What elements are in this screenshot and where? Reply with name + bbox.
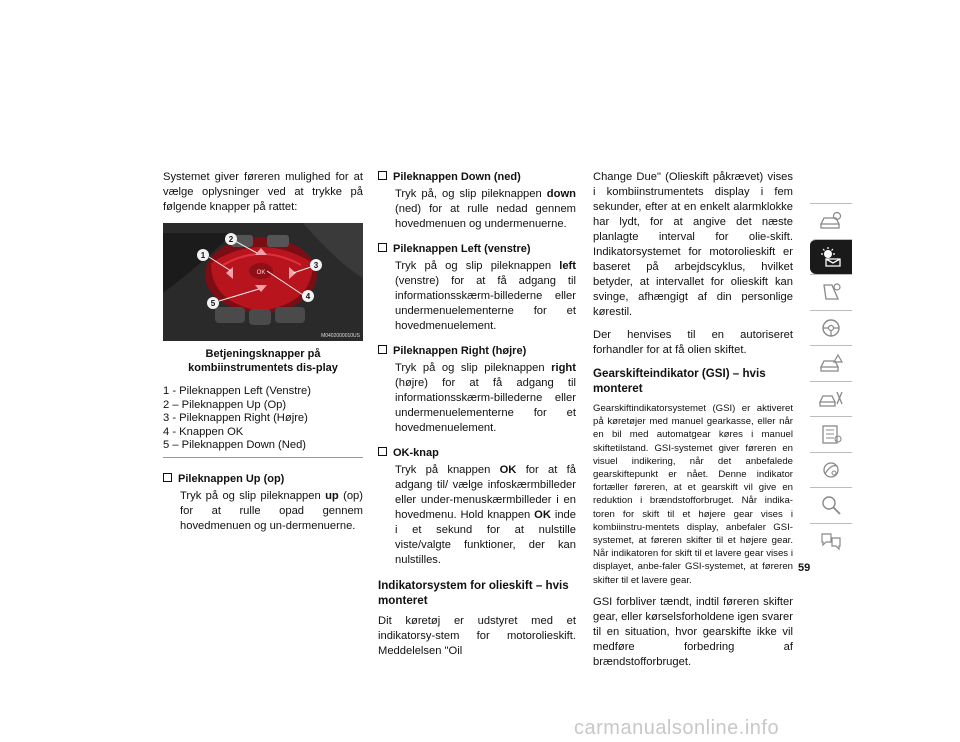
- ok-label: OK: [256, 270, 266, 276]
- callout-5: 5: [210, 299, 216, 308]
- car-info-icon: [818, 210, 844, 232]
- legend-item: 2 – Pileknappen Up (Op): [163, 398, 287, 411]
- legend-item: 4 - Knappen OK: [163, 425, 244, 438]
- tab-search[interactable]: [810, 487, 852, 523]
- keyword: down: [546, 188, 576, 200]
- keyword: right: [551, 362, 576, 374]
- tab-dashboard-lights[interactable]: [810, 239, 852, 275]
- callout-2: 2: [228, 235, 234, 244]
- intro-text: Systemet giver føreren mulighed for at vælge oplysninger ved at trykke på følgende knapper på rattet:: [163, 171, 363, 213]
- text-run: (højre) for at få adgang til informationsskærm-billederne eller undermenuelementerne for et hovedmenuelement.: [395, 377, 576, 434]
- seat-safety-icon: [818, 281, 844, 303]
- column-2: [378, 170, 576, 667]
- tab-seat-safety[interactable]: [810, 274, 852, 310]
- bullet-left-text: [395, 259, 576, 334]
- text-run: (op) for at rulle opad gennem hovedmenuen og un-dermenuerne.: [180, 489, 363, 532]
- text-run: inde i et sekund for at nulstille viste/valgte funktioner, der kan nulstilles.: [395, 509, 576, 566]
- figure-code: M0402000010US: [321, 333, 360, 339]
- bullet-right-title-text: Pileknappen Right (højre): [393, 345, 527, 357]
- bullet-down-title: [378, 170, 576, 185]
- steering-wheel-buttons-figure: [163, 223, 363, 341]
- bullet-left-title-text: Pileknappen Left (venstre): [393, 243, 531, 255]
- car-emergency-icon: [818, 352, 844, 374]
- keyword: OK: [534, 509, 551, 521]
- keyword: up: [325, 489, 339, 502]
- bullet-up-text: [180, 489, 363, 534]
- specifications-list-icon: [818, 423, 844, 445]
- bullet-right-title: [378, 344, 576, 359]
- figure-legend: [163, 385, 363, 458]
- text-run: Tryk på og slip pileknappen: [395, 260, 560, 272]
- text-run: (ned) for at rulle nedad gennem hovedmenuen og undermenuerne.: [395, 203, 576, 230]
- oil-indicator-continued: Change Due" (Olieskift påkrævet) vises i kombiinstrumentets display i fem sekunder, efter at en enkelt alarmklokke har lydt, for at angive det næste planlagte interval for olie-skift. Indikatorsystemet for motorolieskift er baseret på arbejdscyklus, hvilket betyder, at intervallet for olieskift kan svinge, afhængigt af din personlige kørestil.: [593, 171, 793, 318]
- dashboard-lights-icon: [818, 246, 844, 268]
- chapter-tabs: [810, 203, 852, 558]
- magnifier-search-icon: [818, 494, 844, 516]
- checkbox-bullet-icon: [378, 345, 387, 354]
- callout-3: 3: [313, 261, 319, 270]
- callout-4: 4: [305, 292, 311, 301]
- column-1: [163, 170, 363, 544]
- steering-wheel-icon: [818, 317, 844, 339]
- text-run: for at få adgang til/ vælge infoskærmbilleder eller under-menuskærmbilleder i en hovedmenu. Hold knappen: [395, 464, 577, 521]
- text-run: Tryk på og slip pileknappen: [395, 362, 552, 374]
- legend-item: 3 - Pileknappen Right (Højre): [163, 412, 308, 424]
- bullet-up-title: [163, 472, 363, 487]
- tab-multimedia[interactable]: [810, 452, 852, 488]
- bullet-right-text: [395, 361, 576, 436]
- tab-language[interactable]: [810, 523, 852, 559]
- checkbox-bullet-icon: [378, 447, 387, 456]
- page-number: 59: [798, 562, 811, 574]
- car-service-icon: [818, 388, 844, 410]
- column-3: [593, 170, 793, 678]
- text-run: Tryk på knappen: [395, 464, 500, 476]
- steering-wheel-illustration: [163, 223, 363, 341]
- tab-car-service[interactable]: [810, 381, 852, 417]
- bullet-up-title-text: Pileknappen Up (op): [178, 472, 285, 485]
- figure-caption: Betjeningsknapper på kombiinstrumentets dis-play: [188, 348, 338, 374]
- tab-specifications[interactable]: [810, 416, 852, 452]
- oil-dealer-reference: Der henvises til en autoriseret forhandler for at få olien skiftet.: [593, 329, 793, 356]
- bullet-ok-title-text: OK-knap: [393, 447, 439, 459]
- bullet-down-title-text: Pileknappen Down (ned): [393, 171, 521, 183]
- bullet-down-text: [395, 187, 576, 232]
- tab-car-emergency[interactable]: [810, 345, 852, 381]
- tab-steering-wheel[interactable]: [810, 310, 852, 346]
- gsi-heading: Gearskifteindikator (GSI) – hvis monteret: [593, 367, 766, 395]
- legend-item: 5 – Pileknappen Down (Ned): [163, 439, 307, 451]
- oil-indicator-heading: Indikatorsystem for olieskift – hvis monteret: [378, 579, 569, 607]
- callout-1: 1: [200, 251, 206, 260]
- checkbox-bullet-icon: [378, 243, 387, 252]
- watermark: carmanualsonline.info: [574, 717, 780, 739]
- language-icon: [818, 530, 844, 552]
- gsi-text-2: GSI forbliver tændt, indtil føreren skifter gear, eller kørselsforholdene igen svarer til en situation, hvor gearskifte ikke vil medføre forbedring af brændstofforbruget.: [593, 595, 793, 668]
- text-run: Tryk på, og slip pileknappen: [395, 188, 547, 200]
- legend-item: 1 - Pileknappen Left (Venstre): [163, 385, 312, 397]
- multimedia-icon: [818, 459, 844, 481]
- gsi-text: Gearskiftindikatorsystemet (GSI) er aktiveret på køretøjer med manuel gearkasse, eller når en bil med automatgear køres i manuel skiftetilstand. GSI-systemet giver føreren en visuel indikering, når det anbefalede gearskiftepunkt er nået. Denne indikator fortæller føreren, at et gearskift vil give en reduktion i brændstofforbruget. Når indika-toren for skift til et højere gear vises i kombiinstru-mentets display, anbefaler GSI-systemet, at føreren skifter til et højere gear. Når indikatoren for skift til et lavere gear vises i displayet, anbe-faler GSI-systemet, at føreren skifter til et lavere gear.: [593, 403, 793, 586]
- oil-indicator-text: Dit køretøj er udstyret med et indikatorsy-stem for motorolieskift. Meddelelsen "Oil: [378, 615, 576, 657]
- text-run: Tryk på og slip pileknappen: [180, 489, 326, 502]
- bullet-ok-text: [395, 463, 576, 568]
- checkbox-bullet-icon: [163, 473, 172, 482]
- bullet-left-title: [378, 242, 576, 257]
- bullet-ok-title: [378, 446, 576, 461]
- keyword: left: [559, 260, 576, 272]
- keyword: OK: [499, 464, 517, 476]
- text-run: (venstre) for at få adgang til informationsskærm-billederne eller undermenuelementerne for et hovedmenuelement.: [395, 275, 576, 332]
- tab-car-info[interactable]: [810, 203, 852, 239]
- checkbox-bullet-icon: [378, 171, 387, 180]
